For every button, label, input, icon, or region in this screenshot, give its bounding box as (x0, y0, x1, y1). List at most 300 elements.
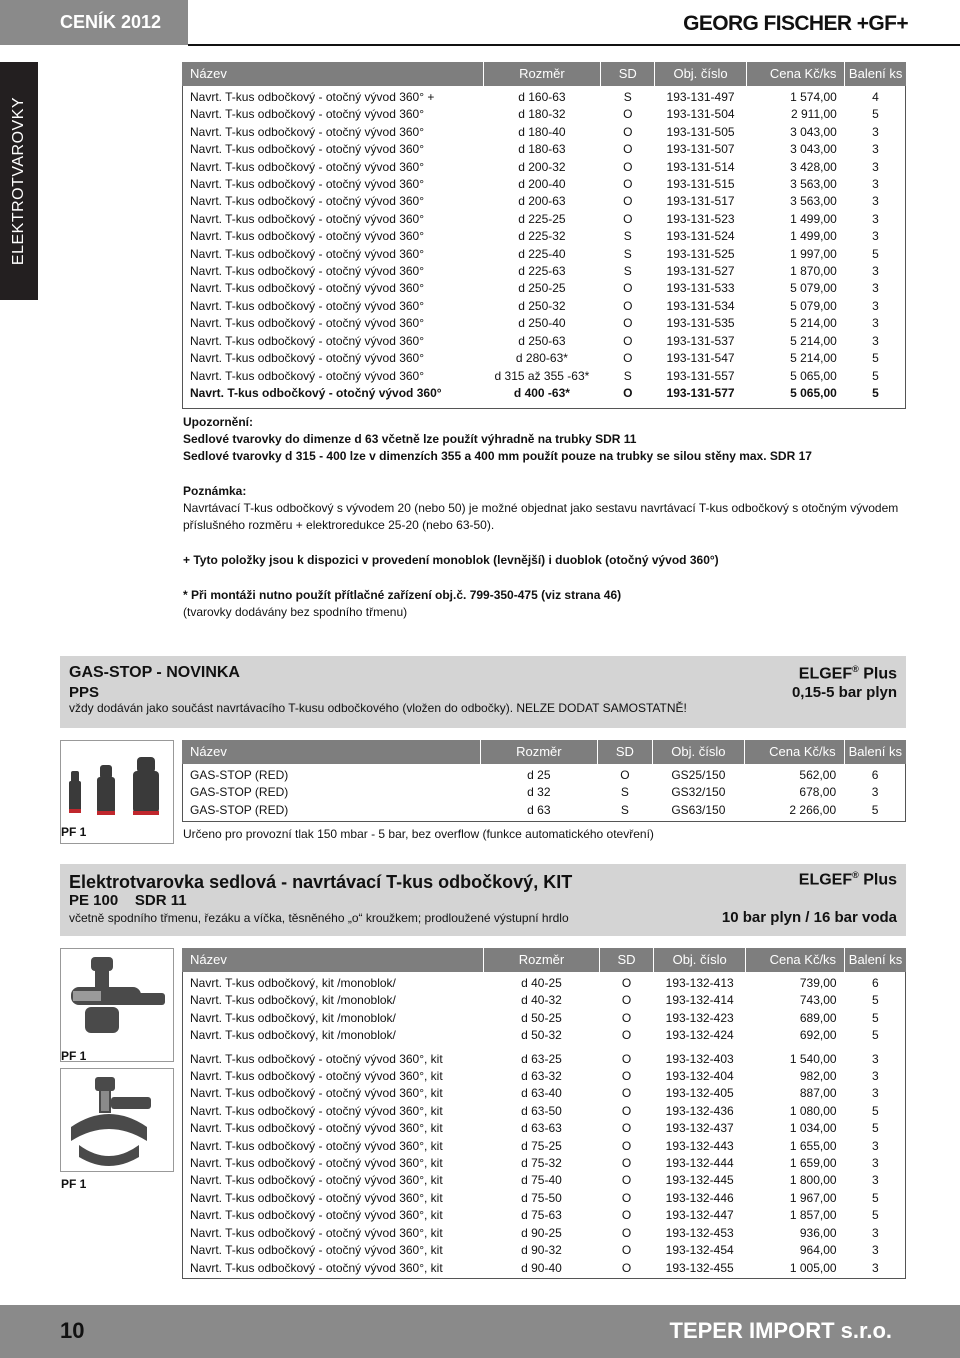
table-cell: 5 (871, 1028, 879, 1043)
table-cell: S (620, 802, 629, 817)
table-cell: Navrt. T-kus odbočkový - otočný vývod 360° (190, 333, 425, 348)
table-cell: 4 (872, 90, 879, 104)
table-cell: d 63-40 (521, 1086, 562, 1101)
table-cell: Navrt. T-kus odbočkový - otočný vývod 360° (190, 246, 425, 261)
table-cell: 3 (872, 333, 879, 348)
table-cell: 3 (871, 1243, 879, 1258)
page-number: 10 (60, 1318, 85, 1343)
table-cell: 3 428,00 (790, 159, 837, 174)
table-cell: d 63-50 (521, 1103, 562, 1118)
table-cell: GAS-STOP (RED) (190, 802, 289, 817)
table-cell: 3 (872, 194, 879, 209)
table-cell: 3 043,00 (790, 142, 837, 157)
column-header: Balení ks (845, 948, 906, 972)
table-cell: 1 080,00 (789, 1103, 837, 1118)
kit-title: Elektrotvarovka sedlová - navrtávací T-kus odbočkový, KIT (69, 872, 573, 892)
table-cell: Navrt. T-kus odbočkový, kit /monoblok/ (190, 1028, 396, 1043)
star-note (183, 587, 903, 621)
registered-mark: ® (852, 870, 859, 880)
table-cell: 1 857,00 (789, 1208, 837, 1223)
table-cell: 887,00 (799, 1086, 837, 1101)
table-row (182, 211, 906, 228)
table-cell: O (623, 351, 633, 366)
table-cell: Navrt. T-kus odbočkový - otočný vývod 360° (190, 177, 425, 192)
table-cell: O (621, 1121, 632, 1136)
table-cell: 3 (872, 142, 879, 157)
table-cell: 193-132-443 (665, 1138, 734, 1153)
table-cell: 193-131-497 (666, 90, 735, 104)
table-cell: d 180-32 (518, 107, 566, 122)
table-row (182, 802, 906, 819)
column-header: Cena Kč/ks (746, 948, 845, 972)
table-cell: Navrt. T-kus odbočkový - otočný vývod 360° (190, 229, 425, 244)
table-cell: O (623, 142, 633, 157)
table-row (182, 1155, 906, 1172)
star-note-line: (tvarovky dodávány bez spodního třmenu) (183, 605, 408, 619)
table-cell: 678,00 (799, 785, 837, 800)
table-cell: S (620, 785, 629, 800)
table-cell: 3 (871, 785, 879, 800)
table-cell: 193-131-547 (666, 351, 735, 366)
table-cell: O (621, 1243, 632, 1258)
kit-pressure: 10 bar plyn / 16 bar voda (721, 909, 897, 926)
table-cell: Navrt. T-kus odbočkový - otočný vývod 360° (190, 385, 442, 400)
table-cell: S (623, 264, 632, 279)
table-row (182, 1068, 906, 1085)
header-divider (188, 44, 960, 46)
table-cell: d 75-25 (521, 1138, 562, 1153)
table-cell: d 40-25 (521, 976, 562, 990)
gasstop-pf-label: PF 1 (61, 825, 87, 839)
table-cell: Navrt. T-kus odbočkový - otočný vývod 360°, kit (190, 1225, 443, 1240)
table-cell: 193-132-436 (665, 1103, 734, 1118)
table-row (182, 1051, 906, 1068)
table-row (182, 1207, 906, 1224)
table-cell: 3 563,00 (790, 194, 837, 209)
kit-pf-label: PF 1 (61, 1177, 87, 1191)
warning-title: Upozornění: (183, 415, 253, 429)
table-cell: 739,00 (799, 976, 837, 990)
table-row (182, 350, 906, 367)
brand-name: ELGEF (798, 665, 853, 683)
table-cell: 1 800,00 (789, 1173, 837, 1188)
table-cell: d 250-25 (518, 281, 566, 296)
table-cell: O (620, 768, 630, 782)
kit-pf-label: PF 1 (61, 1049, 87, 1063)
table-cell: d 280-63* (515, 351, 568, 366)
price-table-kit (182, 948, 906, 1277)
table-cell: 193-131-515 (666, 177, 735, 192)
table-cell: 5 079,00 (790, 281, 837, 296)
table-cell: S (623, 246, 632, 261)
gasstop-image-box (60, 740, 174, 844)
warning-block (183, 414, 903, 465)
table-cell: 193-131-557 (666, 368, 735, 383)
table-cell: 3 563,00 (790, 177, 837, 192)
table-cell: Navrt. T-kus odbočkový - otočný vývod 360°, kit (190, 1138, 443, 1153)
table-cell: 3 (872, 211, 879, 226)
table-cell: S (623, 229, 632, 244)
table-cell: 5 (871, 1121, 879, 1136)
table-cell: Navrt. T-kus odbočkový, kit /monoblok/ (190, 1010, 396, 1025)
table-cell: Navrt. T-kus odbočkový - otočný vývod 360° (190, 211, 425, 226)
table-cell: 3 (871, 1260, 879, 1275)
table-row (182, 141, 906, 158)
table-cell: 1 659,00 (789, 1156, 837, 1171)
table-row (182, 263, 906, 280)
table-cell: 3 (872, 264, 879, 279)
brand-suffix: Plus (858, 871, 897, 889)
table-cell: 5 (872, 246, 879, 261)
column-header: Rozměr (480, 740, 597, 764)
table-cell: 193-131-537 (666, 333, 735, 348)
note-line: příslušného rozměru + elektroredukce 25-20 (nebo 63-50). (183, 518, 495, 532)
table-cell: d 63-63 (521, 1121, 562, 1136)
table-cell: Navrt. T-kus odbočkový - otočný vývod 360°, kit (190, 1208, 443, 1223)
table-cell: O (623, 211, 633, 226)
table-cell: Navrt. T-kus odbočkový - otočný vývod 360° (190, 124, 425, 139)
table-cell: 3 (871, 1069, 879, 1084)
table-row (182, 333, 906, 350)
note-title: Poznámka: (183, 484, 247, 498)
table-cell: O (621, 993, 632, 1008)
brand-logo: GEORG FISCHER +GF+ (683, 12, 908, 35)
table-cell: O (621, 1138, 632, 1153)
table-row (182, 1103, 906, 1120)
gasstop-description: vždy dodáván jako součást navrtávacího T-kusu odbočkového (vložen do odbočky). NELZE DODAT SAMOSTATNĚ! (69, 701, 687, 715)
table-cell: 193-132-424 (665, 1028, 734, 1043)
table-cell: d 225-25 (518, 211, 566, 226)
table-cell: 1 540,00 (789, 1051, 837, 1066)
table-cell: 3 (871, 1173, 879, 1188)
table-cell: Navrt. T-kus odbočkový - otočný vývod 360° (190, 142, 425, 157)
table-cell: 3 (871, 1051, 879, 1066)
table-cell: O (621, 1103, 632, 1118)
table-row (182, 106, 906, 123)
table-cell: d 90-25 (521, 1225, 562, 1240)
table-cell: 193-132-445 (665, 1173, 734, 1188)
table-cell: d 200-32 (518, 159, 566, 174)
table-cell: 964,00 (799, 1243, 837, 1258)
table-cell: 3 (872, 177, 879, 192)
table-cell: 3 (872, 124, 879, 139)
table-cell: 193-131-517 (666, 194, 735, 209)
table-cell: O (621, 1028, 632, 1043)
table-cell: Navrt. T-kus odbočkový - otočný vývod 360°, kit (190, 1069, 443, 1084)
table-cell: O (623, 159, 633, 174)
table-cell: d 63-25 (521, 1051, 562, 1066)
price-table-1 (182, 62, 906, 402)
table-row (182, 315, 906, 332)
table-cell: 193-131-577 (666, 385, 735, 400)
column-header: Rozměr (484, 948, 600, 972)
table-cell: 5 (872, 351, 879, 366)
table-cell: Navrt. T-kus odbočkový - otočný vývod 360°, kit (190, 1156, 443, 1171)
table-cell: 193-131-505 (666, 124, 735, 139)
table-cell: 193-132-405 (665, 1086, 734, 1101)
table-cell: 5 079,00 (790, 298, 837, 313)
table-cell: Navrt. T-kus odbočkový - otočný vývod 360° (190, 316, 425, 331)
table-row (182, 298, 906, 315)
table-cell: Navrt. T-kus odbočkový - otočný vývod 360°, kit (190, 1243, 443, 1258)
note-block (183, 483, 903, 534)
side-category-tab (0, 62, 38, 300)
table-cell: 3 (871, 1156, 879, 1171)
table-row (182, 1190, 906, 1207)
table-cell: O (621, 1010, 632, 1025)
table-cell: 936,00 (799, 1225, 837, 1240)
column-header: Obj. číslo (655, 62, 747, 86)
table-cell: d 90-40 (521, 1260, 562, 1275)
table-cell: 193-132-414 (665, 993, 734, 1008)
gasstop-product-image (61, 751, 173, 821)
column-header: Balení ks (844, 740, 906, 764)
table-cell: 193-132-455 (665, 1260, 734, 1275)
table-cell: d 315 až 355 -63* (494, 368, 590, 383)
table-cell: 5 (871, 993, 879, 1008)
table-cell: d 225-63 (518, 264, 566, 279)
table-cell: Navrt. T-kus odbočkový - otočný vývod 360° (190, 368, 425, 383)
table-cell: Navrt. T-kus odbočkový, kit /monoblok/ (190, 976, 396, 990)
table-cell: d 400 -63* (513, 385, 570, 400)
gasstop-pressure: 0,15-5 bar plyn (791, 684, 897, 701)
table-cell: 3 (872, 281, 879, 296)
brand-suffix: Plus (858, 665, 897, 683)
table-cell: d 40-32 (521, 993, 562, 1008)
table-cell: 2 911,00 (791, 107, 837, 122)
table-row (182, 1260, 906, 1277)
table-cell: 3 (872, 298, 879, 313)
table-cell: 2 266,00 (789, 802, 837, 817)
table-cell: d 75-32 (521, 1156, 562, 1171)
table-cell: Navrt. T-kus odbočkový - otočný vývod 360°, kit (190, 1086, 443, 1101)
table-row (182, 992, 906, 1009)
table-cell: Navrt. T-kus odbočkový - otočný vývod 360° (190, 264, 425, 279)
table-cell: 193-132-413 (665, 976, 734, 990)
table-cell: 193-131-514 (666, 159, 735, 174)
table-cell: O (623, 298, 633, 313)
table-cell: 1 499,00 (790, 229, 837, 244)
kit-image-box-2 (60, 1068, 174, 1191)
table-cell: O (623, 107, 633, 122)
section-label: CENÍK 2012 (0, 0, 188, 45)
table-cell: 193-132-404 (665, 1069, 734, 1084)
kit-banner (60, 864, 906, 936)
table-cell: Navrt. T-kus odbočkový - otočný vývod 360° (190, 351, 425, 366)
table-cell: Navrt. T-kus odbočkový - otočný vývod 360°, kit (190, 1190, 443, 1205)
table-cell: O (621, 1225, 632, 1240)
table-cell: 1 499,00 (790, 211, 837, 226)
table-cell: d 75-50 (521, 1190, 562, 1205)
table-cell: 3 (871, 1138, 879, 1153)
table-row (182, 124, 906, 141)
table-cell: O (623, 385, 633, 400)
table-cell: O (621, 1069, 632, 1084)
table-cell: 193-132-447 (665, 1208, 734, 1223)
table-cell: 5 (871, 1208, 879, 1223)
column-header: Obj. číslo (652, 740, 744, 764)
table-cell: d 200-40 (518, 177, 566, 192)
table-cell: 193-132-423 (665, 1010, 734, 1025)
table-cell: Navrt. T-kus odbočkový, kit /monoblok/ (190, 993, 396, 1008)
table-row (182, 1242, 906, 1259)
table-cell: Navrt. T-kus odbočkový - otočný vývod 360°, kit (190, 1051, 443, 1066)
table-cell: 5 (871, 802, 879, 817)
table-row (182, 1138, 906, 1155)
table-cell: 689,00 (799, 1010, 837, 1025)
table-cell: 5 (871, 1010, 879, 1025)
saddle-tee-monoblock-image (61, 951, 173, 1051)
registered-mark: ® (852, 664, 859, 674)
gasstop-footnote: Určeno pro provozní tlak 150 mbar - 5 bar, bez overflow (funkce automatického otevření) (183, 827, 654, 841)
table-row (182, 1225, 906, 1242)
table-cell: GS32/150 (671, 785, 726, 800)
table-cell: d 250-32 (518, 298, 566, 313)
brand-name: ELGEF (798, 871, 853, 889)
table-cell: Navrt. T-kus odbočkový - otočný vývod 360°, kit (190, 1260, 443, 1275)
table-row (182, 1172, 906, 1189)
table-cell: 193-132-454 (665, 1243, 734, 1258)
table-cell: 1 034,00 (789, 1121, 837, 1136)
table-cell: 5 214,00 (790, 351, 837, 366)
gasstop-title: GAS-STOP - NOVINKA (69, 664, 240, 681)
table-cell: 6 (871, 768, 879, 782)
table-cell: 193-131-523 (666, 211, 735, 226)
table-cell: GS63/150 (671, 802, 726, 817)
kit-brand (799, 870, 897, 889)
table-cell: d 180-63 (518, 142, 566, 157)
table-row (182, 176, 906, 193)
kit-subtitle: PE 100 SDR 11 (69, 892, 187, 909)
table-cell: d 63-32 (521, 1069, 562, 1084)
table-cell: GAS-STOP (RED) (190, 785, 289, 800)
table-cell: O (623, 281, 633, 296)
table-row (182, 368, 906, 385)
table-cell: 193-132-437 (665, 1121, 734, 1136)
table-cell: Navrt. T-kus odbočkový - otočný vývod 360° (190, 107, 425, 122)
table-row (182, 975, 906, 992)
table-cell: 5 214,00 (790, 333, 837, 348)
table-cell: GS25/150 (671, 768, 726, 782)
column-header: SD (599, 948, 653, 972)
table-cell: 5 (871, 1190, 879, 1205)
table-cell: 3 (871, 1086, 879, 1101)
table-cell: 193-131-534 (666, 298, 735, 313)
table-cell: d 90-32 (521, 1243, 562, 1258)
table-cell: d 225-40 (518, 246, 566, 261)
table-row (182, 193, 906, 210)
table-cell: d 225-32 (518, 229, 566, 244)
table-cell: 1 655,00 (789, 1138, 837, 1153)
table-row (182, 767, 906, 784)
table-cell: O (621, 1086, 632, 1101)
column-header: Obj. číslo (654, 948, 746, 972)
table-cell: 3 (872, 316, 879, 331)
table-cell: d 32 (527, 785, 551, 800)
table-cell: d 180-40 (518, 124, 566, 139)
table-cell: Navrt. T-kus odbočkový - otočný vývod 360° (190, 298, 425, 313)
table-cell: Navrt. T-kus odbočkový - otočný vývod 360° (190, 194, 425, 209)
column-header: SD (601, 62, 655, 86)
table-cell: 1 005,00 (789, 1260, 837, 1275)
table-cell: 193-132-403 (665, 1051, 734, 1066)
kit-image-box-1 (60, 948, 174, 1062)
plus-note: + Tyto položky jsou k dispozici v provedení monoblok (levnější) i duoblok (otočný vývod 360°) (183, 553, 719, 567)
table-cell: Navrt. T-kus odbočkový - otočný vývod 360°, kit (190, 1173, 443, 1188)
table-row (182, 89, 906, 106)
table-cell: d 200-63 (518, 194, 566, 209)
kit-description: včetně spodního třmenu, řezáku a víčka, těsněného „o“ kroužkem; prodloužené výstupní hrdlo (69, 911, 569, 925)
warning-line: Sedlové tvarovky d 315 - 400 lze v dimenzích 355 a 400 mm použít pouze na trubky se silou stěny max. SDR 17 (183, 449, 812, 463)
table-cell: O (623, 194, 633, 209)
table-cell: 562,00 (799, 768, 837, 782)
table-cell: Navrt. T-kus odbočkový - otočný vývod 360° + (190, 90, 435, 104)
table-cell: d 25 (527, 768, 551, 782)
table-cell: d 50-25 (521, 1010, 562, 1025)
table-row (182, 280, 906, 297)
table-cell: 1 574,00 (790, 90, 837, 104)
table-cell: d 160-63 (518, 90, 566, 104)
table-cell: O (623, 124, 633, 139)
footer-company-name: TEPER IMPORT s.r.o. (669, 1318, 892, 1343)
table-cell: d 75-40 (521, 1173, 562, 1188)
column-header: Balení ks (845, 62, 906, 86)
table-cell: d 75-63 (521, 1208, 562, 1223)
table-cell: 3 (872, 159, 879, 174)
table-cell: 193-132-444 (665, 1156, 734, 1171)
table-cell: O (623, 316, 633, 331)
table-cell: O (621, 976, 632, 990)
table-cell: d 50-32 (521, 1028, 562, 1043)
table-cell: GAS-STOP (RED) (190, 768, 289, 782)
table-cell: Navrt. T-kus odbočkový - otočný vývod 360°, kit (190, 1103, 443, 1118)
column-header: Název (182, 740, 480, 764)
table-row (182, 1010, 906, 1027)
table-cell: 193-131-524 (666, 229, 735, 244)
table-cell: 5 214,00 (790, 316, 837, 331)
table-cell: 1 967,00 (789, 1190, 837, 1205)
table-cell: S (623, 90, 632, 104)
table-row (182, 246, 906, 263)
column-header: Název (182, 62, 483, 86)
table-cell: 3 (872, 229, 879, 244)
gasstop-banner (60, 656, 906, 728)
table-header-row (182, 740, 906, 764)
table-cell: 193-131-525 (666, 246, 735, 261)
star-note-line: * Při montáži nutno použít přítlačné zařízení obj.č. 799-350-475 (viz strana 46) (183, 588, 622, 602)
table-header-row (182, 62, 906, 86)
table-header-row (182, 948, 906, 972)
gasstop-subtitle: PPS (69, 684, 100, 701)
table-cell: 193-132-453 (665, 1225, 734, 1240)
table-cell: Navrt. T-kus odbočkový - otočný vývod 360° (190, 159, 425, 174)
table-row (182, 1085, 906, 1102)
table-row (182, 385, 906, 402)
table-row (182, 1120, 906, 1137)
table-cell: 193-131-527 (666, 264, 735, 279)
table-row (182, 159, 906, 176)
table-row (182, 228, 906, 245)
table-row (182, 1027, 906, 1044)
table-cell: 193-132-446 (665, 1190, 734, 1205)
table-cell: d 63 (527, 802, 551, 817)
table-cell: 5 (872, 385, 879, 400)
table-cell: 1 997,00 (790, 246, 837, 261)
table-cell: 5 065,00 (790, 385, 837, 400)
table-cell: Navrt. T-kus odbočkový - otočný vývod 360°, kit (190, 1121, 443, 1136)
table-cell: 5 (872, 368, 879, 383)
table-cell: Navrt. T-kus odbočkový - otočný vývod 360° (190, 281, 425, 296)
